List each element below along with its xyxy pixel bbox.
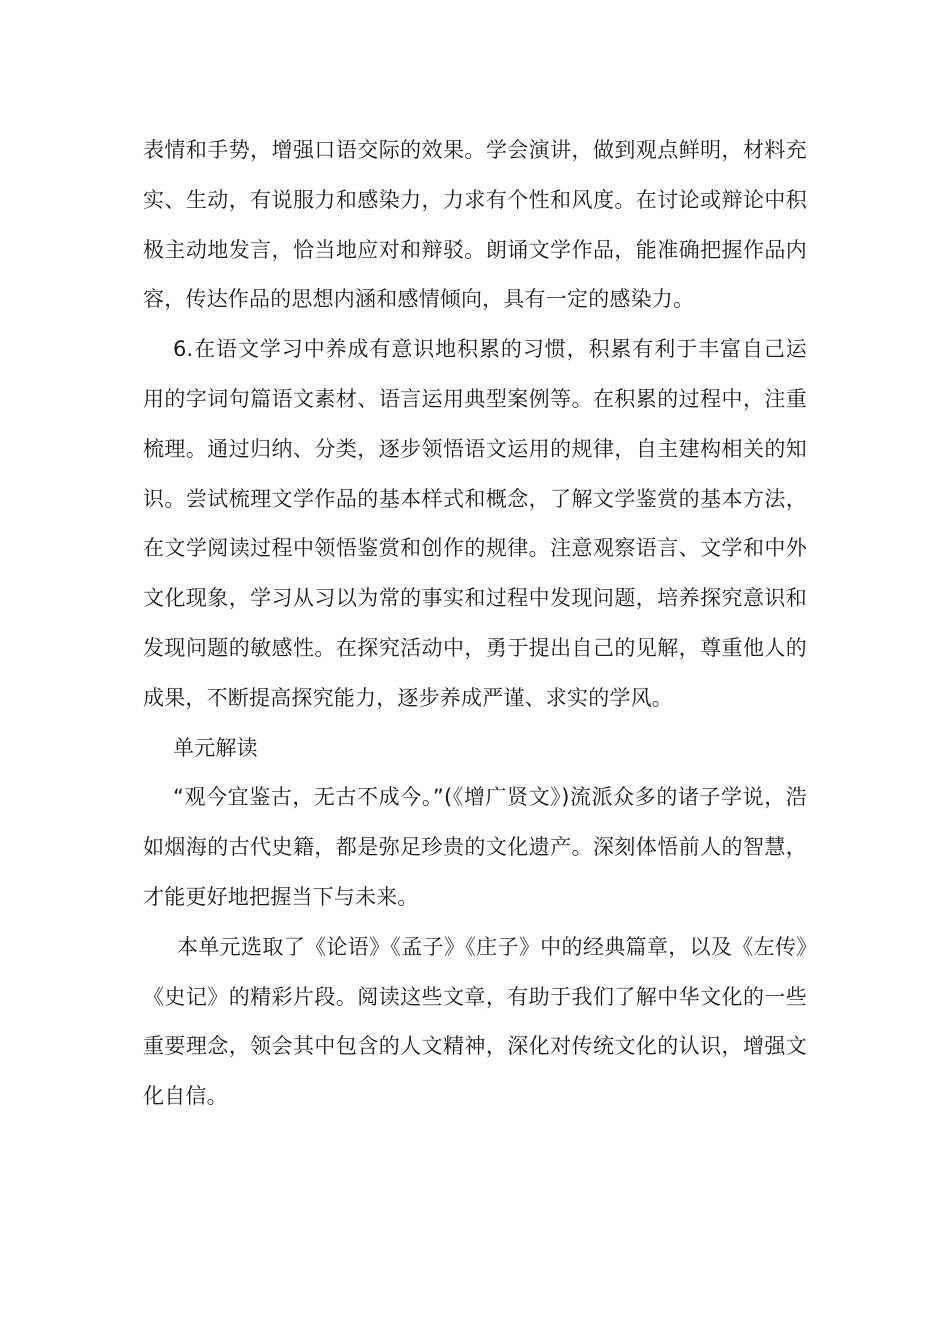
paragraph-unit-intro: 本单元选取了《论语》《孟子》《庄子》中的经典篇章，以及《左传》《史记》的精彩片段。阅读这些文章，有助于我们了解中华文化的一些重要理念，领会其中包含的人文精神，深化对传统文化的认识，增强文化自信。	[143, 934, 807, 1109]
paragraph-continuation: 表情和手势，增强口语交际的效果。学会演讲，做到观点鲜明，材料充实、生动，有说服力和感染力，力求有个性和风度。在讨论或辩论中积极主动地发言，恰当地应对和辩驳。朗诵文学作品，能准确把握作品内容，传达作品的思想内涵和感情倾向，具有一定的感染力。	[143, 138, 807, 312]
paragraph-item-6: 6.在语文学习中养成有意识地积累的习惯，积累有利于丰富自己运用的字词句篇语文素材、语言运用典型案例等。在积累的过程中，注重梳理。通过归纳、分类，逐步领悟语文运用的规律，自主建构相关的知识。尝试梳理文学作品的基本样式和概念，了解文学鉴赏的基本方法，在文学阅读过程中领悟鉴赏和创作的规律。注意观察语言、文学和中外文化现象，学习从习以为常的事实和过程中发现问题，培养探究意识和发现问题的敏感性。在探究活动中，勇于提出自己的见解，尊重他人的成果，不断提高探究能力，逐步养成严谨、求实的学风。	[143, 337, 807, 710]
paragraph-quote: “观今宜鉴古，无古不成今。”(《增广贤文》)流派众多的诸子学说，浩如烟海的古代史籍，都是弥足珍贵的文化遗产。深刻体悟前人的智慧，才能更好地把握当下与未来。	[143, 785, 807, 909]
document-body	[143, 126, 807, 1122]
section-heading: 单元解读	[173, 735, 258, 760]
